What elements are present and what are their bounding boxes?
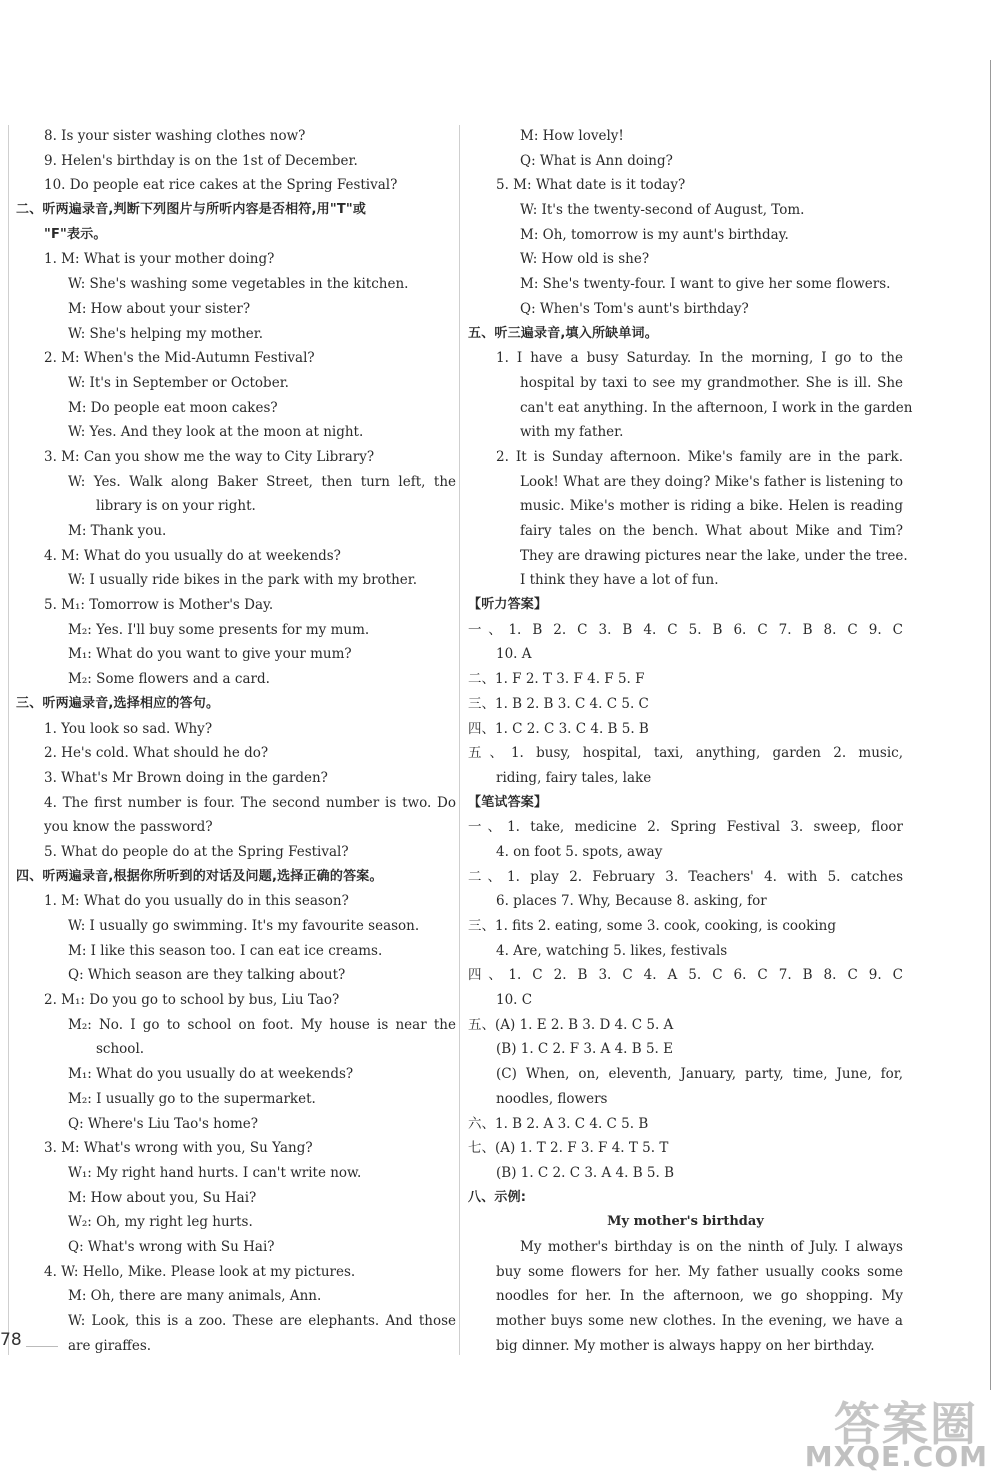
text-line: 4. on foot 5. spots, away: [496, 843, 663, 860]
text-line: (C) When, on, eleventh, January, party, time, June, for,: [496, 1066, 903, 1083]
text-line: Q: Which season are they talking about?: [68, 967, 346, 984]
left-column: [16, 124, 456, 1358]
text-line: Q: When's Tom's aunt's birthday?: [520, 300, 749, 317]
text-line: W: I usually ride bikes in the park with my brother.: [68, 572, 418, 589]
right-column: [468, 124, 913, 1358]
text-line: 二、1. play 2. February 3. Teachers' 4. with 5. catches: [468, 868, 903, 885]
text-line: 七、(A) 1. T 2. F 3. F 4. T 5. T: [468, 1140, 669, 1157]
text-line: 4. M: What do you usually do at weekends?: [44, 547, 341, 564]
text-line: 1. M: What is your mother doing?: [44, 251, 275, 268]
text-line: 五、1. busy, hospital, taxi, anything, garden 2. music,: [468, 745, 903, 762]
text-line: hospital by taxi to see my grandmother. She is ill. She: [520, 374, 903, 391]
text-line: 5. M: What date is it today?: [496, 177, 686, 194]
text-line: W: I usually go swimming. It's my favourite season.: [68, 918, 420, 934]
text-line: W: How old is she?: [520, 251, 650, 268]
text-line: W: Yes. And they look at the moon at night.: [68, 424, 364, 441]
text-line: W: It's in September or October.: [68, 374, 289, 391]
text-line: you know the password?: [44, 819, 213, 836]
text-line: 1. M: What do you usually do in this season?: [44, 893, 349, 910]
text-line: 2. M: When's the Mid-Autumn Festival?: [44, 350, 315, 367]
page-number-rule: [26, 1346, 58, 1347]
text-line: 4. The first number is four. The second number is two. Do: [44, 794, 456, 811]
watermark-url: MXQE.COM: [804, 1440, 988, 1473]
column-divider: [459, 125, 460, 1355]
text-line: 3. What's Mr Brown doing in the garden?: [44, 769, 328, 786]
section-heading: 【听力答案】: [468, 597, 548, 613]
text-line: 三、1. B 2. B 3. C 4. C 5. C: [468, 695, 649, 712]
text-line: with my father.: [520, 424, 624, 441]
text-line: 6. places 7. Why, Because 8. asking, for: [496, 893, 767, 910]
text-line: W: It's the twenty-second of August, Tom.: [520, 202, 805, 219]
text-line: 1. You look so sad. Why?: [44, 720, 213, 737]
text-line: Look! What are they doing? Mike's father is listening to: [520, 473, 903, 490]
section-heading: 四、听两遍录音,根据你所听到的对话及问题,选择正确的答案。: [16, 868, 383, 884]
text-line: 六、1. B 2. A 3. C 4. C 5. B: [468, 1115, 649, 1132]
text-line: W: Look, this is a zoo. These are elephants. And those: [68, 1313, 456, 1329]
text-line: M₁: What do you usually do at weekends?: [68, 1066, 354, 1083]
text-line: M: How about you, Su Hai?: [68, 1189, 257, 1206]
text-line: 4. W: Hello, Mike. Please look at my pictures.: [44, 1263, 356, 1280]
text-line: 8. Is your sister washing clothes now?: [44, 128, 306, 144]
text-line: M: Oh, there are many animals, Ann.: [68, 1288, 322, 1305]
text-line: 3. M: What's wrong with you, Su Yang?: [44, 1140, 313, 1157]
text-line: M: Thank you.: [68, 523, 167, 539]
text-line: M: She's twenty-four. I want to give her some flowers.: [520, 276, 891, 293]
right-edge-rule: [990, 60, 991, 1390]
left-margin-rule: [8, 125, 9, 1355]
text-line: 三、1. fits 2. eating, some 3. cook, cooking, is cooking: [468, 918, 837, 934]
text-line: 1. I have a busy Saturday. In the morning, I go to the: [496, 350, 903, 367]
text-line: 2. M₁: Do you go to school by bus, Liu Tao?: [44, 992, 340, 1009]
text-line: M: I like this season too. I can eat ice creams.: [68, 942, 383, 959]
text-line: 4. Are, watching 5. likes, festivals: [496, 942, 728, 959]
watermark-text: 答案圈: [834, 1397, 978, 1451]
text-line: W: Yes. Walk along Baker Street, then turn left, the: [68, 473, 456, 490]
section-heading: 【笔试答案】: [468, 794, 548, 810]
text-line: W₂: Oh, my right leg hurts.: [68, 1214, 253, 1231]
essay-title: My mother's birthday: [607, 1214, 764, 1230]
section-heading: 五、听三遍录音,填入所缺单词。: [468, 325, 658, 341]
text-line: 2. It is Sunday afternoon. Mike's family are in the park.: [496, 448, 903, 465]
text-line: (B) 1. C 2. C 3. A 4. B 5. B: [496, 1164, 675, 1181]
text-line: 10. Do people eat rice cakes at the Spring Festival?: [44, 177, 398, 194]
text-line: They are drawing pictures near the lake, under the tree.: [520, 547, 908, 564]
text-line: 一、1. take, medicine 2. Spring Festival 3. sweep, floor: [468, 819, 903, 836]
text-line: riding, fairy tales, lake: [496, 769, 652, 786]
section-heading: 三、听两遍录音,选择相应的答句。: [16, 695, 220, 711]
text-line: 9. Helen's birthday is on the 1st of December.: [44, 152, 358, 169]
text-line: M₂: I usually go to the supermarket.: [68, 1090, 316, 1107]
text-line: Q: What is Ann doing?: [520, 152, 673, 169]
text-line: W: She's washing some vegetables in the kitchen.: [68, 276, 409, 293]
text-line: are giraffes.: [68, 1337, 152, 1354]
text-line: M: How about your sister?: [68, 300, 251, 317]
text-line: I think they have a lot of fun.: [520, 572, 719, 589]
text-line: 一、1. B 2. C 3. B 4. C 5. B 6. C 7. B 8. C 9. C: [468, 621, 903, 638]
section-heading: 二、听两遍录音,判断下列图片与所听内容是否相符,用"T"或: [16, 202, 367, 218]
text-line: 二、1. F 2. T 3. F 4. F 5. F: [468, 671, 645, 688]
text-line: buy some flowers for her. My father usually cooks some: [496, 1263, 903, 1280]
text-line: W: She's helping my mother.: [68, 325, 264, 342]
text-line: noodles for her. In the afternoon, we go shopping. My: [496, 1288, 903, 1305]
text-line: 2. He's cold. What should he do?: [44, 745, 269, 762]
text-line: M₂: Some flowers and a card.: [68, 671, 270, 688]
text-line: Q: Where's Liu Tao's home?: [68, 1115, 259, 1132]
text-line: noodles, flowers: [496, 1090, 608, 1107]
text-line: 5. What do people do at the Spring Festival?: [44, 843, 349, 860]
text-line: 3. M: Can you show me the way to City Library?: [44, 448, 375, 465]
text-line: big dinner. My mother is always happy on her birthday.: [496, 1337, 875, 1354]
text-line: 5. M₁: Tomorrow is Mother's Day.: [44, 597, 274, 614]
text-line: library is on your right.: [96, 498, 256, 515]
text-line: M: Do people eat moon cakes?: [68, 399, 278, 416]
text-line: 五、(A) 1. E 2. B 3. D 4. C 5. A: [468, 1016, 674, 1033]
text-line: M₂: No. I go to school on foot. My house is near the: [68, 1016, 456, 1033]
section-heading: "F"表示。: [44, 226, 107, 242]
text-line: music. Mike's mother is riding a bike. Helen is reading: [520, 498, 903, 515]
page-number: 78: [0, 1330, 22, 1350]
text-line: M₂: Yes. I'll buy some presents for my mum.: [68, 621, 370, 638]
text-line: mother buys some new clothes. In the evening, we have a: [496, 1313, 903, 1329]
text-line: (B) 1. C 2. F 3. A 4. B 5. E: [496, 1041, 673, 1058]
text-line: Q: What's wrong with Su Hai?: [68, 1238, 275, 1255]
text-line: 四、1. C 2. B 3. C 4. A 5. C 6. C 7. B 8. C 9. C: [468, 967, 903, 984]
section-heading: 八、示例:: [468, 1189, 527, 1205]
text-line: 四、1. C 2. C 3. C 4. B 5. B: [468, 720, 649, 737]
text-line: W₁: My right hand hurts. I can't write now.: [68, 1164, 362, 1181]
text-line: school.: [96, 1041, 145, 1058]
text-line: fairy tales on the bench. What about Mike and Tim?: [520, 523, 903, 539]
text-line: can't eat anything. In the afternoon, I work in the garden: [520, 399, 913, 416]
watermark-logo: [746, 1388, 996, 1471]
text-line: M: Oh, tomorrow is my aunt's birthday.: [520, 226, 789, 243]
text-line: M: How lovely!: [520, 128, 624, 144]
text-line: M₁: What do you want to give your mum?: [68, 646, 352, 663]
text-line: 10. C: [496, 992, 533, 1009]
text-line: 10. A: [496, 646, 532, 663]
text-line: My mother's birthday is on the ninth of July. I always: [520, 1238, 903, 1255]
